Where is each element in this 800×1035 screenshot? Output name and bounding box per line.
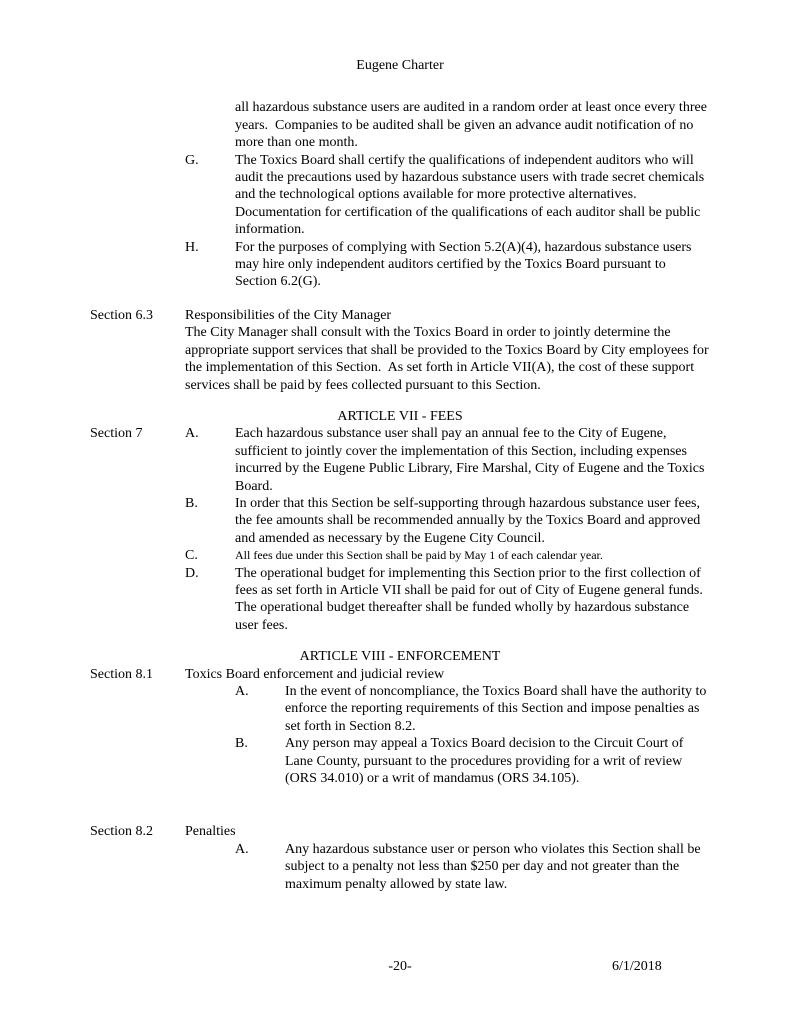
page-number: -20-: [388, 959, 412, 974]
section-6-3-body: The City Manager shall consult with the Toxics Board in order to jointly determine the appropriate support services that shall be provided to the Toxics Board by City employees for the implementation of this Section. As set forth in Article VII(A), the cost of these support services shall be paid by fees collected pursuant to this Section.: [185, 325, 713, 393]
section-8-2-clause-a: [235, 841, 710, 893]
section-7-clause-c: [185, 547, 710, 564]
continuation-clause: [185, 99, 710, 151]
clause-h: [185, 239, 710, 291]
footer-date: 6/1/2018: [612, 959, 662, 974]
section-7: [90, 425, 710, 634]
section-6-3-label: Section 6.3: [90, 307, 153, 323]
section-8-1-label: Section 8.1: [90, 666, 153, 682]
section-7-clause-d-letter: D.: [185, 565, 199, 581]
section-8-2-clauses: [235, 841, 710, 893]
section-8-1-clause-b-letter: B.: [235, 736, 248, 752]
article-viii-heading: ARTICLE VIII - ENFORCEMENT: [299, 649, 501, 665]
section-7-clause-d-text: The operational budget for implementing this Section prior to the first collection of fees as set forth in Article VII shall be paid for out of City of Eugene general funds. The operational budget thereafter shall be funded wholly by hazardous substance user fees.: [235, 565, 710, 633]
clause-block-top: [90, 99, 710, 290]
section-6-3-heading: Responsibilities of the City Manager: [185, 307, 392, 323]
section-8-1-clause-a-letter: A.: [235, 684, 249, 699]
clause-g: [185, 152, 710, 239]
section-6-3-content: [185, 307, 713, 394]
section-7-label: Section 7: [90, 426, 143, 442]
clause-h-text: For the purposes of complying with Section 5.2(A)(4), hazardous substance users may hire only independent auditors certified by the Toxics Board pursuant to Section 6.2(G).: [235, 239, 695, 290]
section-8-2-heading: Penalties: [185, 824, 236, 840]
section-7-clause-c-letter: C.: [185, 548, 198, 564]
section-8-1: [90, 666, 710, 788]
section-7-clause-a-letter: A.: [185, 426, 199, 442]
clause-g-text: The Toxics Board shall certify the qualifications of independent auditors who will audit the precautions used by hazardous substance users with trade secret chemicals and the technological options available for more protective alternatives. Documentation for certification of the qualifications of each auditor shall be public information.: [235, 152, 708, 238]
section-6-3: [90, 307, 713, 394]
section-8-1-clause-a-text: In the event of noncompliance, the Toxics Board shall have the authority to enforce the reporting requirements of this Section and impose penalties as set forth in Section 8.2.: [285, 684, 710, 734]
section-8-1-content: [185, 666, 710, 788]
section-7-clause-b-text: In order that this Section be self-supporting through hazardous substance user fees, the fee amounts shall be recommended annually by the Toxics Board and approved and amended as necessary by the Eugene City Council.: [235, 495, 704, 546]
article-vii-heading: ARTICLE VII - FEES: [337, 408, 463, 424]
section-7-clause-c-text: All fees due under this Section shall be paid by May 1 of each calendar year.: [235, 548, 603, 563]
section-7-clause-d: [185, 565, 710, 635]
clause-g-letter: G.: [185, 152, 199, 168]
section-8-2-clause-a-text: Any hazardous substance user or person who violates this Section shall be subject to a penalty not less than $250 per day and not greater than the maximum penalty allowed by state law.: [285, 841, 705, 892]
section-8-1-heading: Toxics Board enforcement and judicial review: [185, 666, 445, 682]
continuation-paragraph: all hazardous substance users are audited in a random order at least once every three years. Companies to be audited shall be given an advance audit notification of no more than one month.: [235, 100, 711, 151]
document-title: Eugene Charter: [356, 58, 444, 73]
clause-h-letter: H.: [185, 239, 199, 255]
section-8-2-label: Section 8.2: [90, 824, 153, 840]
section-7-clause-a: [185, 425, 710, 495]
section-8-2: [90, 823, 710, 893]
document-body: [90, 57, 713, 893]
section-8-1-clauses: [235, 683, 710, 787]
section-8-2-clause-a-letter: A.: [235, 841, 249, 857]
clause-block-top-content: [185, 99, 710, 290]
section-8-2-content: [185, 823, 710, 893]
section-7-clause-b: [185, 495, 710, 547]
section-8-1-clause-a: [235, 683, 710, 735]
section-7-clause-b-letter: B.: [185, 495, 198, 511]
section-8-1-clause-b: [235, 735, 710, 787]
section-7-clause-a-text: Each hazardous substance user shall pay an annual fee to the City of Eugene, sufficient to jointly cover the implementation of this Section, including expenses incurred by the Eugene Public Library, Fire Marshal, City of Eugene and the Toxics Board.: [235, 426, 708, 494]
section-7-content: [185, 425, 710, 634]
section-8-1-clause-b-text: Any person may appeal a Toxics Board decision to the Circuit Court of Lane County, pursuant to the procedures providing for a writ of review (ORS 34.010) or a writ of mandamus (ORS 34.105).: [285, 736, 687, 787]
